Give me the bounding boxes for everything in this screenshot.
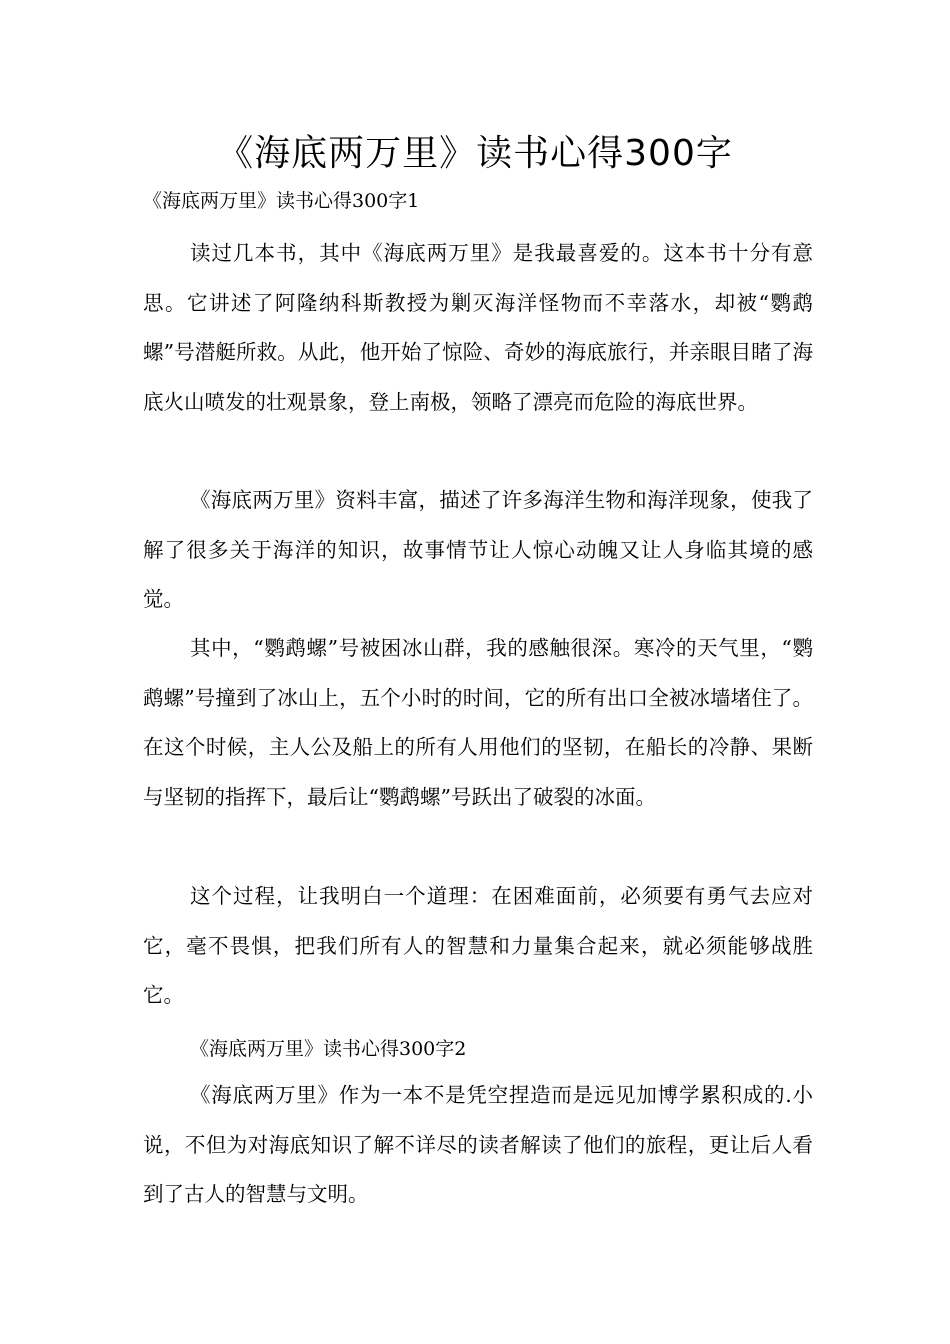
section-heading-2: 《海底两万里》读书心得300字2 bbox=[190, 1038, 467, 1060]
paragraph-4: 这个过程，让我明白一个道理：在困难面前，必须要有勇气去应对它，毫不畏惧，把我们所有人的智慧和力量集合起来，就必须能够战胜它。 bbox=[143, 884, 813, 1007]
paragraph-3: 其中，“鹦鹉螺”号被困冰山群，我的感触很深。寒冷的天气里，“鹦鹉螺”号撞到了冰山上，五个小时的时间，它的所有出口全被冰墙堵住了。在这个时候，主人公及船上的所有人用他们的坚韧，在船长的冷静、果断与坚韧的指挥下，最后让“鹦鹉螺”号跃出了破裂的冰面。 bbox=[143, 636, 813, 809]
section-heading-1: 《海底两万里》读书心得300字1 bbox=[143, 190, 420, 212]
paragraph-5: 《海底两万里》作为一本不是凭空捏造而是远见加博学累积成的.小说，不但为对海底知识了解不详尽的读者解读了他们的旅程，更让后人看到了古人的智慧与文明。 bbox=[143, 1083, 813, 1206]
paragraph-1: 读过几本书，其中《海底两万里》是我最喜爱的。这本书十分有意思。它讲述了阿隆纳科斯教授为剿灭海洋怪物而不幸落水，却被“鹦鹉螺”号潜艇所救。从此，他开始了惊险、奇妙的海底旅行，并亲眼目睹了海底火山喷发的壮观景象，登上南极，领略了漂亮而危险的海底世界。 bbox=[143, 241, 813, 414]
document-title: 《海底两万里》读书心得300字 bbox=[217, 133, 733, 174]
paragraph-2: 《海底两万里》资料丰富，描述了许多海洋生物和海洋现象，使我了解了很多关于海洋的知识，故事情节让人惊心动魄又让人身临其境的感觉。 bbox=[143, 488, 813, 611]
